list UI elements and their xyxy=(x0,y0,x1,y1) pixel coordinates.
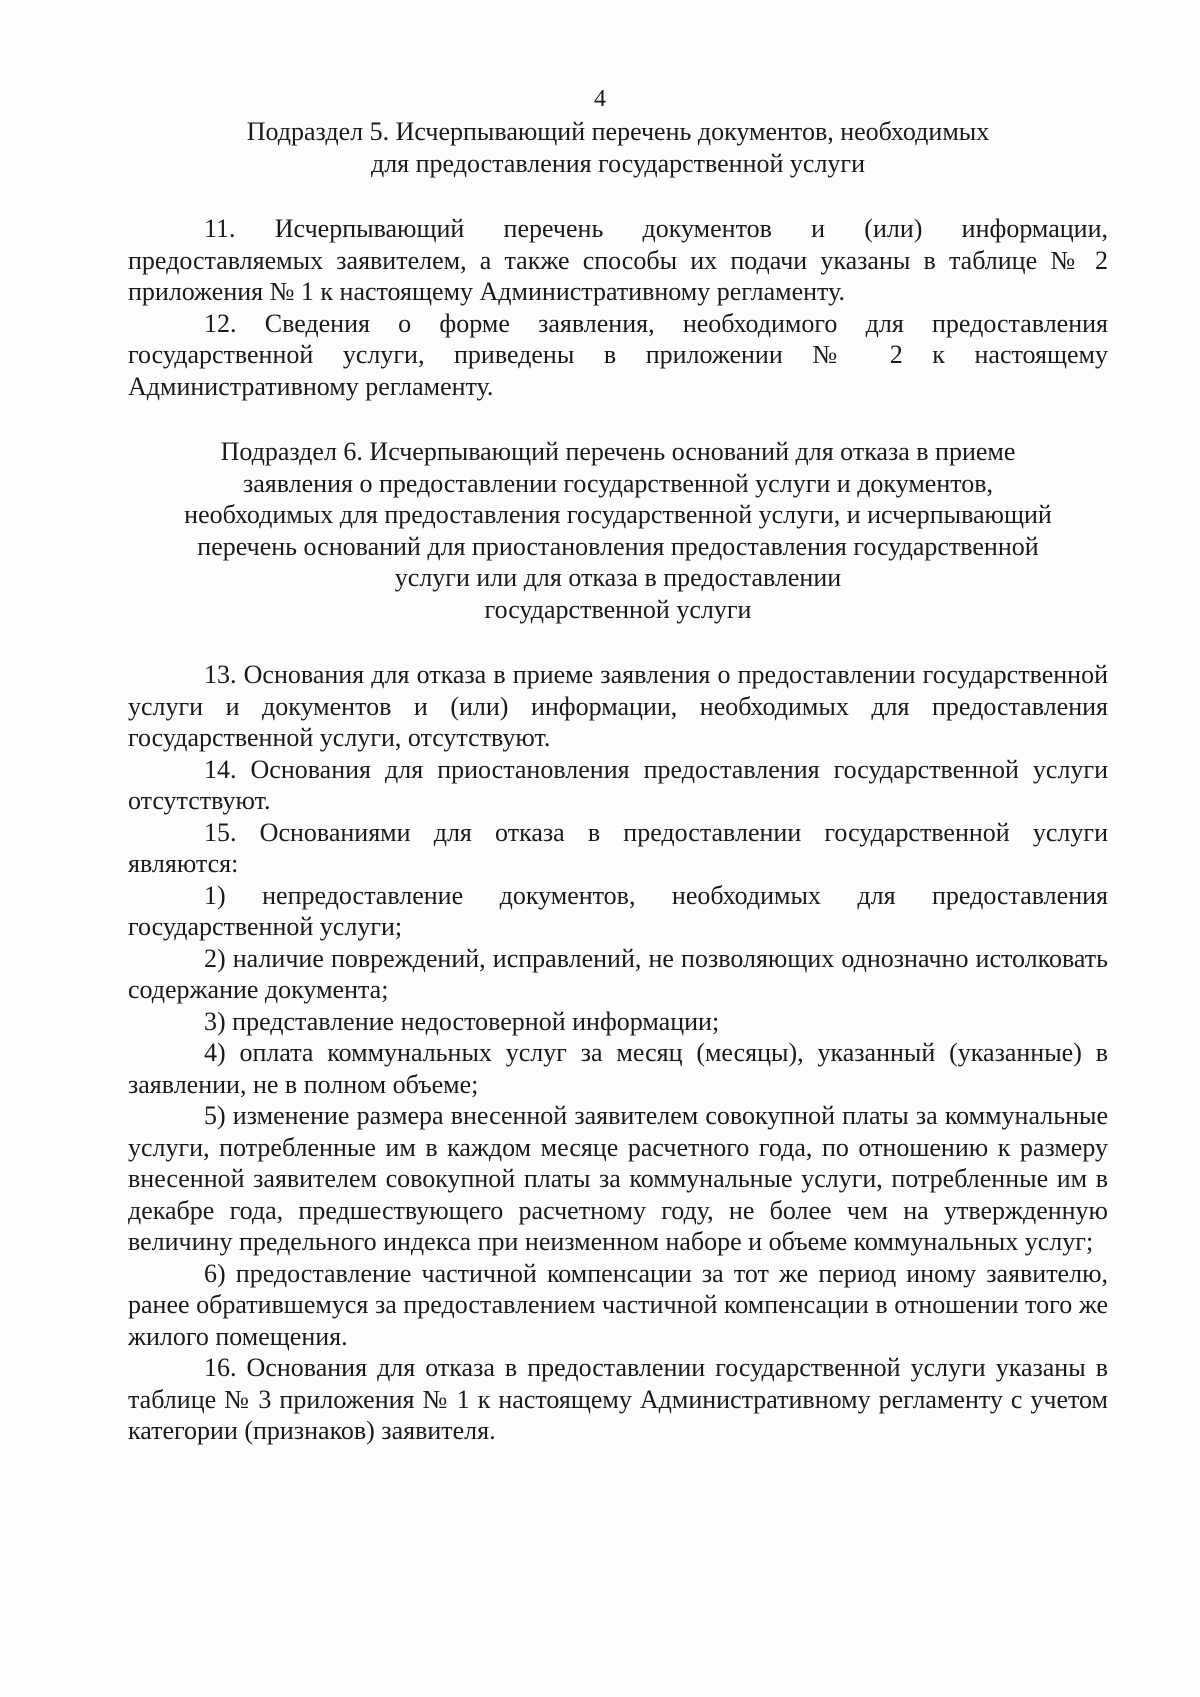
document-body xyxy=(128,116,1108,1447)
paragraph-15: 15. Основаниями для отказа в предоставлении государственной услуги являются: xyxy=(128,817,1108,878)
paragraph-12: 12. Сведения о форме заявления, необходимого для предоставления государственной услуги, приведены в приложении № 2 к настоящему Административному регламенту. xyxy=(128,308,1108,401)
paragraph-11: 11. Исчерпывающий перечень документов и (или) информации, предоставляемых заявителем, а также способы их подачи указаны в таблице № 2 приложения № 1 к настоящему Административному регламенту. xyxy=(128,214,1108,306)
paragraph-13: 13. Основания для отказа в приеме заявления о предоставлении государственной услуги и документов и (или) информации, необходимых для предоставления государственной услуги, отсутствуют. xyxy=(128,660,1108,752)
paragraph-16: 16. Основания для отказа в предоставлении государственной услуги указаны в таблице № 3 приложения № 1 к настоящему Административному регламенту с учетом категории (признаков) заявителя. xyxy=(128,1353,1108,1445)
section-5-heading-line: для предоставления государственной услуги xyxy=(370,148,866,178)
section-5-heading xyxy=(128,116,1108,179)
section-5-heading-line: Подраздел 5. Исчерпывающий перечень документов, необходимых xyxy=(246,117,990,146)
section-6-heading-line: государственной услуги xyxy=(484,594,752,624)
section-6-heading xyxy=(128,436,1108,625)
list-item-5: 5) изменение размера внесенной заявителем совокупной платы за коммунальные услуги, потребленные им в каждом месяце расчетного года, по отношению к размеру внесенной заявителем совокупной платы за коммунальные услуги, потребленные им в декабре года, предшествующего расчетному году, не более чем на утвержденную величину предельного индекса при неизменном наборе и объеме коммунальных услуг; xyxy=(128,1101,1108,1256)
section-6-heading-line: необходимых для предоставления государственной услуги, и исчерпывающий xyxy=(184,500,1052,529)
section-6-heading-line: заявления о предоставлении государственной услуги и документов, xyxy=(242,468,994,498)
list-item-6: 6) предоставление частичной компенсации за тот же период иному заявителю, ранее обратившемуся за предоставлением частичной компенсации в отношении того же жилого помещения. xyxy=(128,1258,1108,1351)
paragraph-14: 14. Основания для приостановления предоставления государственной услуги отсутствуют. xyxy=(128,754,1108,815)
page-number: 4 xyxy=(594,86,606,112)
list-item-3: 3) представление недостоверной информации; xyxy=(204,1006,720,1036)
section-6-heading-line: перечень оснований для приостановления предоставления государственной xyxy=(197,531,1039,561)
section-6-heading-line: Подраздел 6. Исчерпывающий перечень оснований для отказа в приеме xyxy=(220,437,1016,466)
list-item-1: 1) непредоставление документов, необходимых для предоставления государственной услуги; xyxy=(128,880,1108,941)
section-6-heading-line: услуги или для отказа в предоставлении xyxy=(394,563,842,592)
list-item-2: 2) наличие повреждений, исправлений, не позволяющих однозначно истолковать содержание документа; xyxy=(128,943,1108,1004)
list-item-4: 4) оплата коммунальных услуг за месяц (месяцы), указанный (указанные) в заявлении, не в полном объеме; xyxy=(128,1038,1108,1099)
